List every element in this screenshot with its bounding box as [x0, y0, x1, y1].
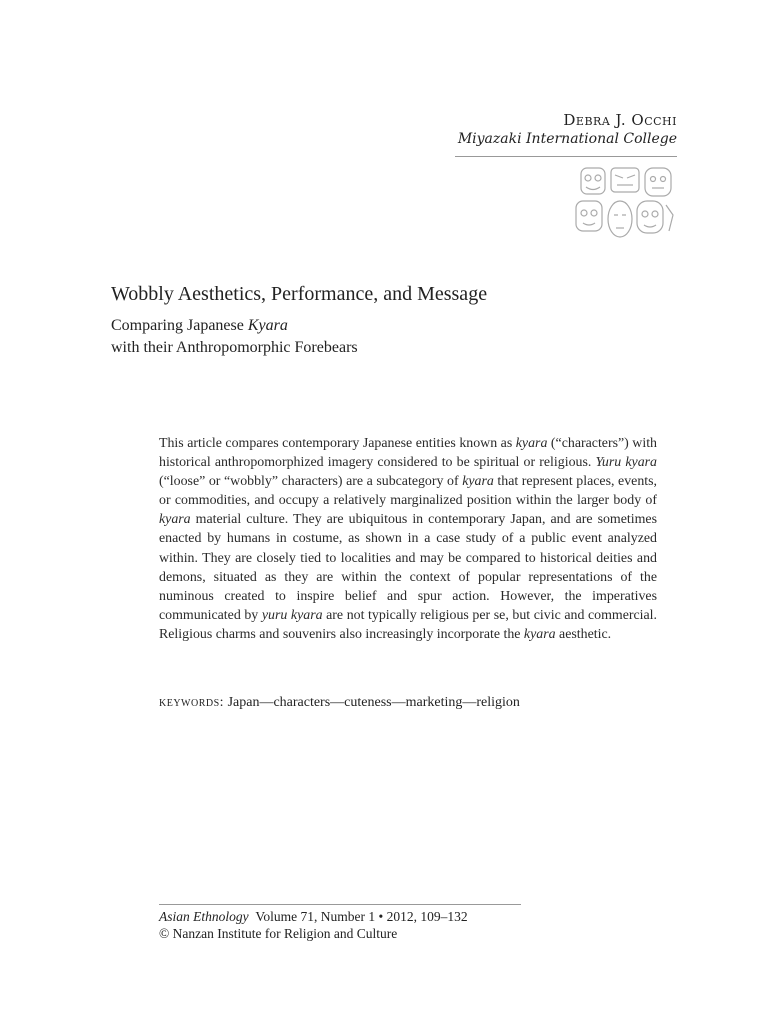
- author-block: [458, 111, 677, 147]
- keywords-value: Japan—characters—cuteness—marketing—religion: [227, 695, 520, 710]
- abstract: [159, 434, 657, 644]
- subtitle-italic: Kyara: [247, 317, 288, 334]
- subtitle-line2: with their Anthropomorphic Forebears: [111, 339, 358, 356]
- keywords-label: keywords:: [159, 695, 225, 710]
- footer-divider: [159, 904, 521, 905]
- author-name: Debra J. Occhi: [563, 111, 677, 129]
- journal-name: Asian Ethnology: [159, 909, 249, 924]
- article-subtitle: [111, 315, 358, 359]
- article-title: Wobbly Aesthetics, Performance, and Message: [111, 283, 488, 305]
- keywords: [159, 695, 520, 711]
- masks-logo-icon: [573, 165, 678, 242]
- author-divider: [455, 156, 677, 157]
- author-affiliation: Miyazaki International College: [457, 131, 677, 147]
- footer: [159, 908, 468, 942]
- subtitle-prefix: Comparing Japanese: [111, 317, 248, 334]
- citation: Volume 71, Number 1 • 2012, 109–132: [255, 909, 468, 924]
- copyright: © Nanzan Institute for Religion and Culture: [159, 926, 398, 941]
- abstract-text: This article compares contemporary Japanese entities known as kyara (“characters”) with historical anthropomorphized imagery considered to be spiritual or religious. Yuru kyara (“loose” or “wobbly” characters) are a subcategory of kyara that represent places, events, or commodities, and occupy a relatively marginalized position within the larger body of kyara material culture. They are ubiquitous in contemporary Japan, and are sometimes enacted by humans in costume, as shown in a case study of a public event analyzed within. They are closely tied to localities and may be compared to historical deities and demons, situated as they are within the context of popular representations of the numinous created to inspire belief and spur action. However, the imperatives communicated by yuru kyara are not typically religious per se, but civic and commercial. Religious charms and souvenirs also increasingly incorporate the kyara aesthetic.: [159, 436, 658, 642]
